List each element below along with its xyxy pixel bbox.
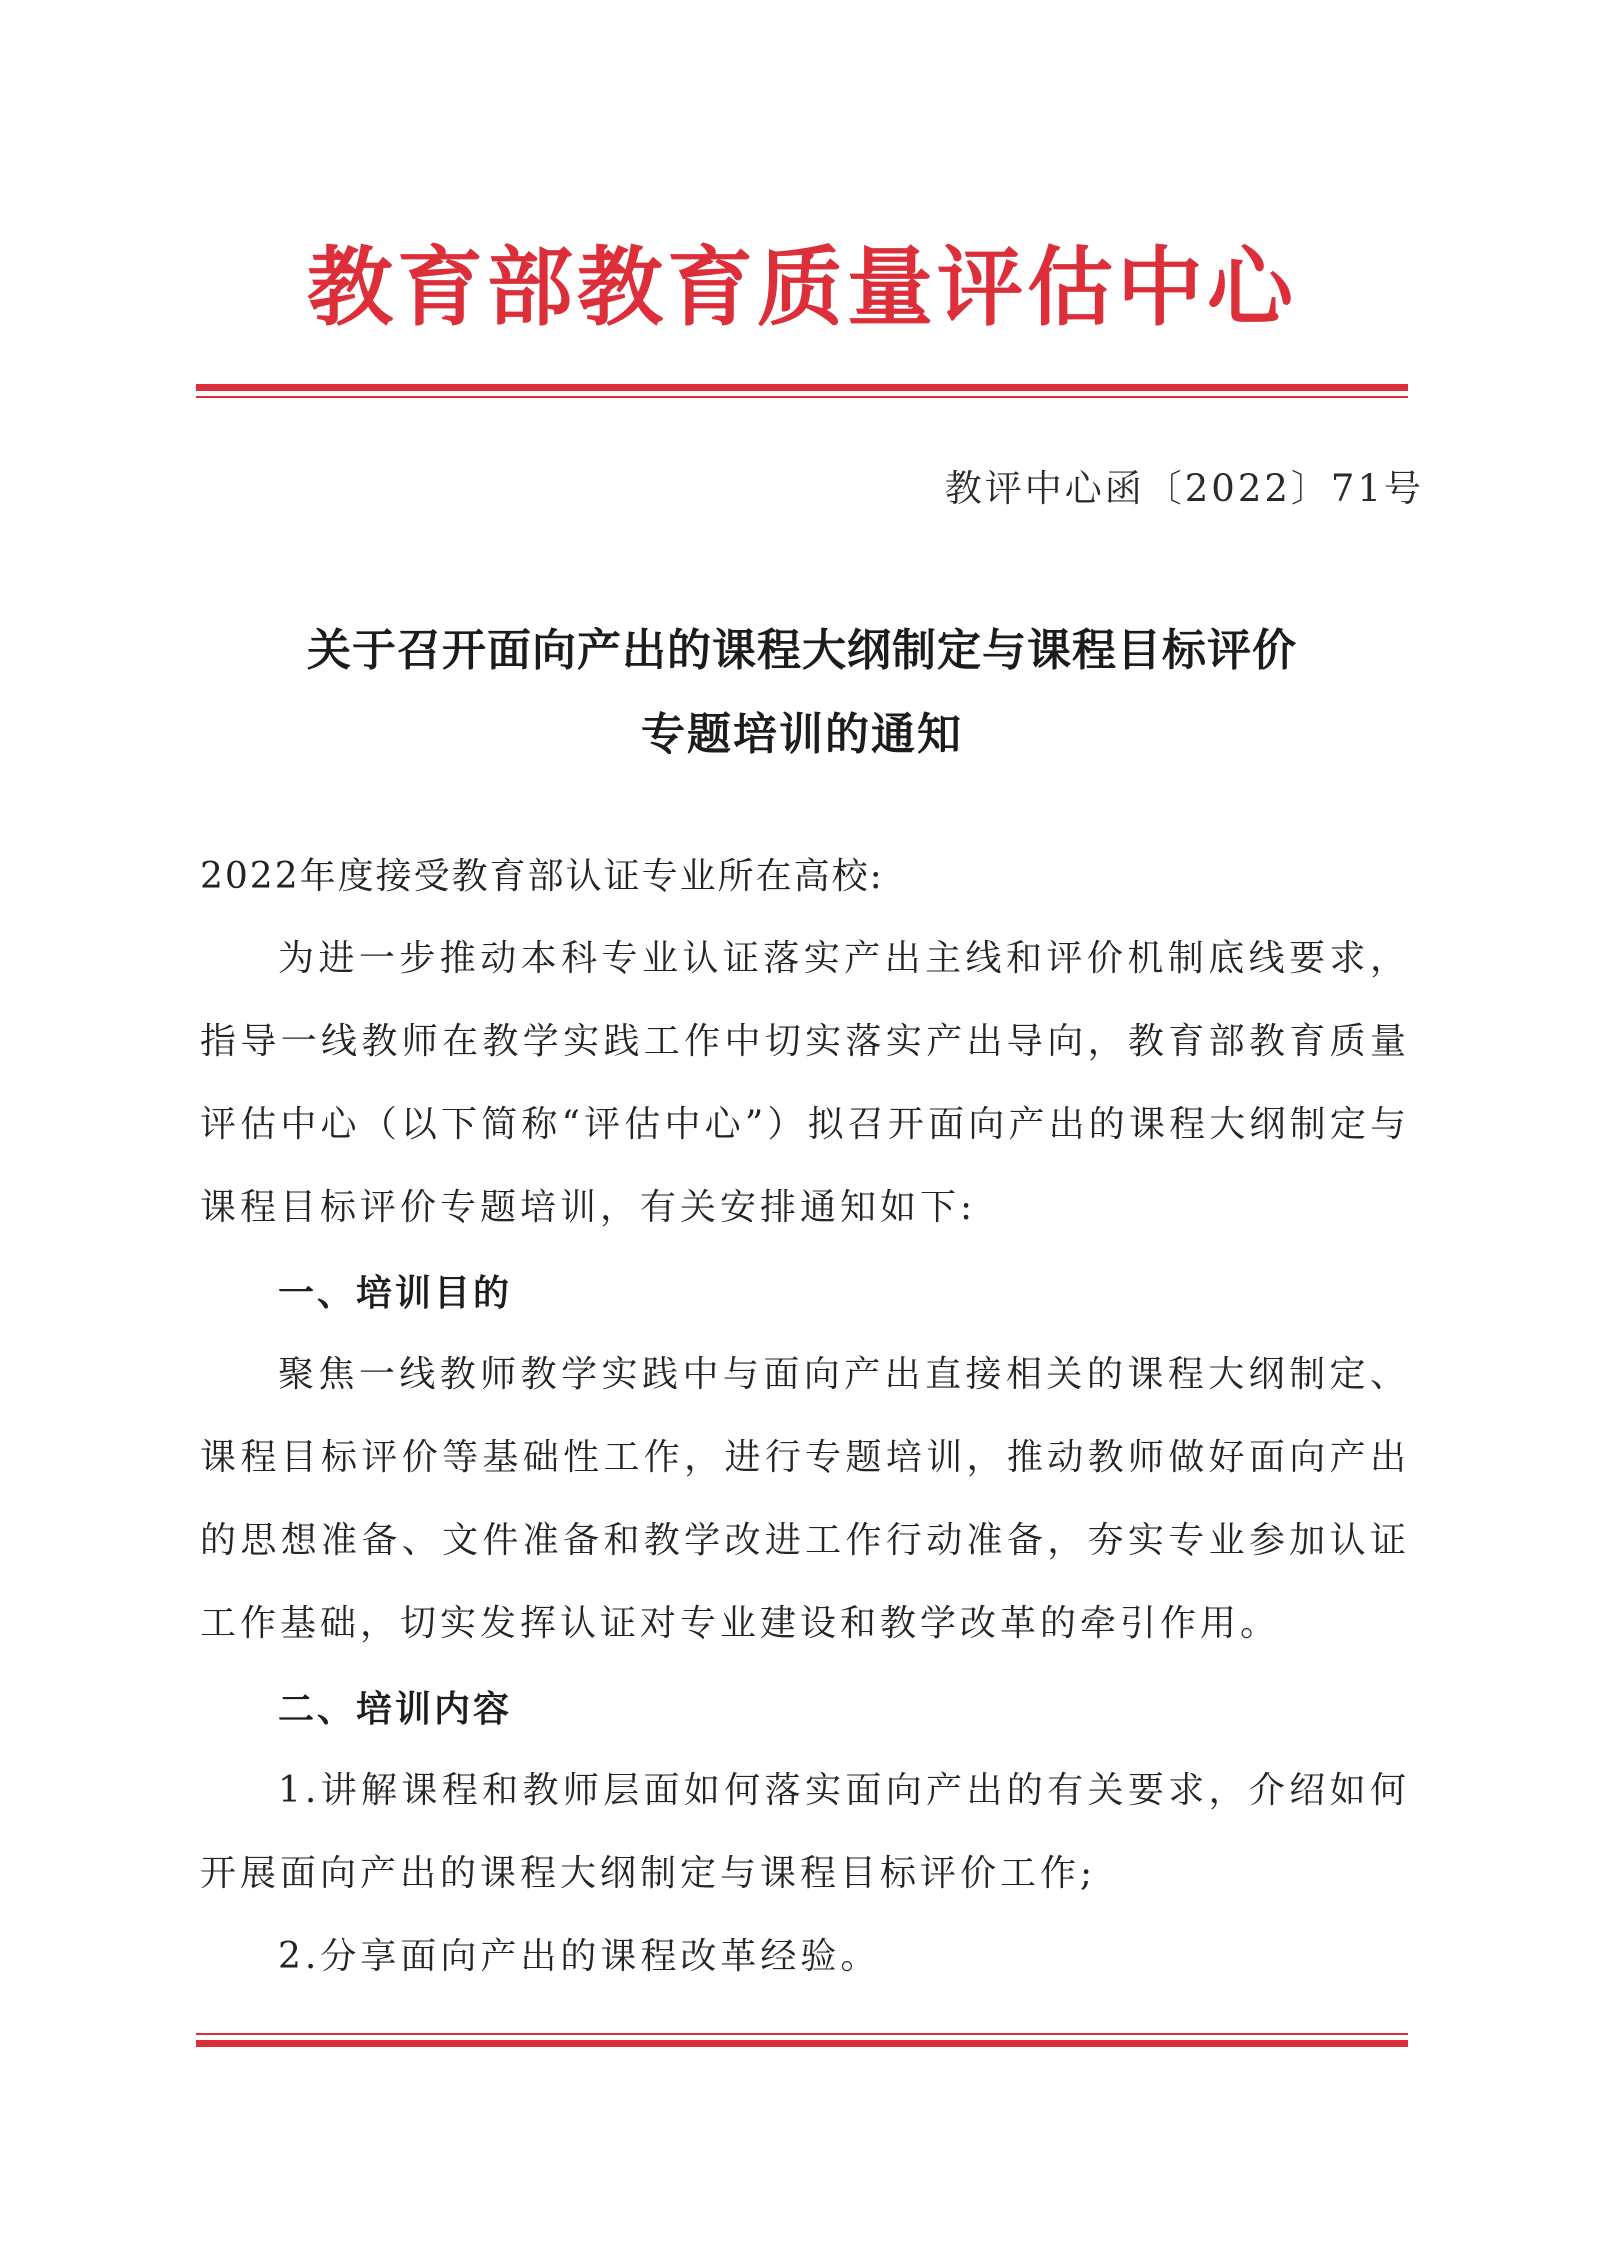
organization-letterhead: 教育部教育质量评估中心 — [307, 237, 1297, 338]
letterhead-rule-thin — [196, 396, 1408, 398]
footer-rule-thin — [196, 2033, 1408, 2035]
salutation: 2022年度接受教育部认证专业所在高校: — [200, 856, 884, 897]
document-number: 教评中心函〔2022〕71号 — [944, 467, 1424, 510]
section-heading-content: 二、培训内容 — [278, 1689, 513, 1730]
content-item-2: 2.分享面向产出的课程改革经验。 — [278, 1936, 881, 1977]
content-item-1: 1.讲解课程和教师层面如何落实面向产出的有关要求，介绍如何开展面向产出的课程大纲制定与课程目标评价工作; — [200, 1770, 1410, 1894]
intro-paragraph: 为进一步推动本科专业认证落实产出主线和评价机制底线要求，指导一线教师在教学实践工作中切实落实产出导向，教育部教育质量评估中心（以下简称“评估中心”）拟召开面向产出的课程大纲制定与课程目标评价专题培训，有关安排通知如下: — [200, 938, 1410, 1228]
document-title-line-1: 关于召开面向产出的课程大纲制定与课程目标评价 — [307, 625, 1297, 676]
section-heading-purpose: 一、培训目的 — [278, 1273, 513, 1314]
document-title-line-2: 专题培训的通知 — [641, 709, 963, 760]
section-purpose-paragraph: 聚焦一线教师教学实践中与面向产出直接相关的课程大纲制定、课程目标评价等基础性工作，进行专题培训，推动教师做好面向产出的思想准备、文件准备和教学改进工作行动准备，夯实专业参加认证工作基础，切实发挥认证对专业建设和教学改革的牵引作用。 — [200, 1354, 1410, 1644]
footer-rule-thick — [196, 2040, 1408, 2047]
letterhead-rule-thick — [196, 384, 1408, 391]
